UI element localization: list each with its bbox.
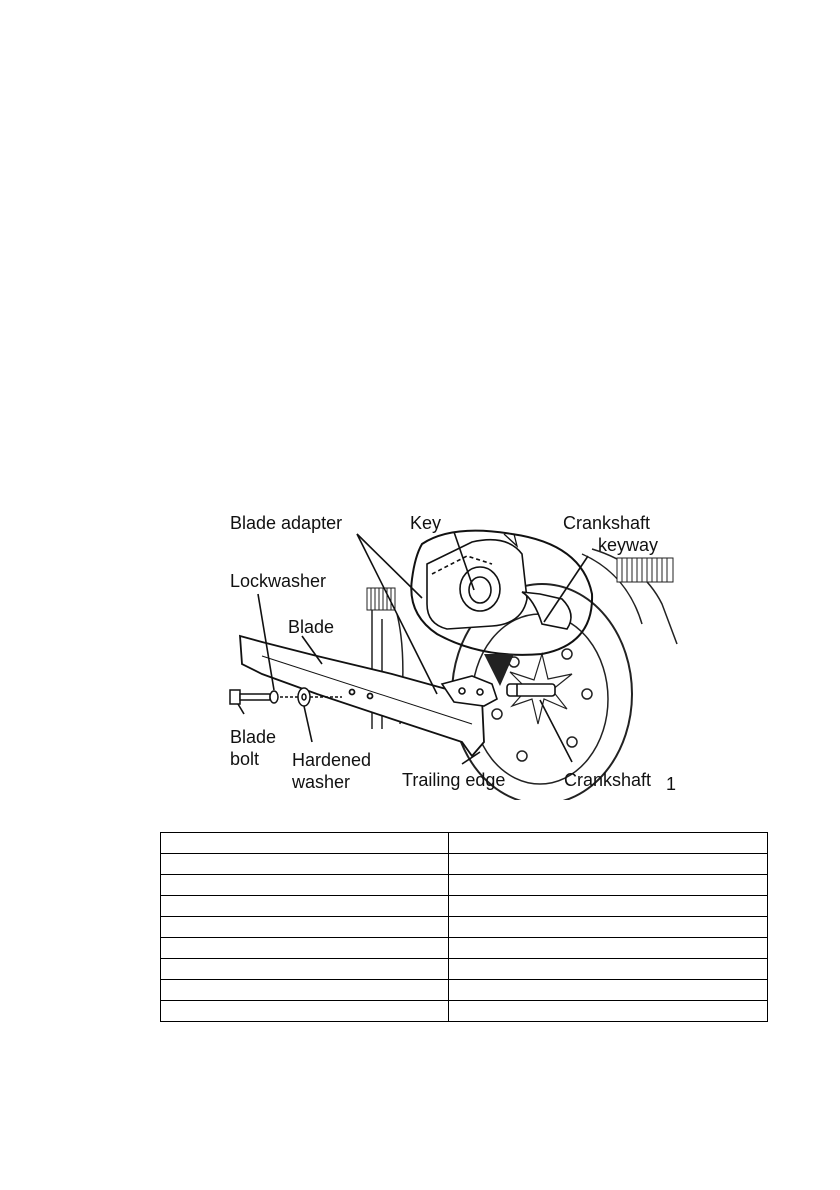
label-hardened-washer-line1: Hardened <box>292 750 372 770</box>
table-cell <box>161 959 449 980</box>
table-cell <box>449 896 768 917</box>
table-cell <box>161 938 449 959</box>
table-cell <box>449 1001 768 1022</box>
blade-assembly-diagram <box>222 494 682 800</box>
table-cell <box>449 938 768 959</box>
table-cell <box>161 917 449 938</box>
table-row <box>161 854 768 875</box>
label-key: Key <box>410 513 442 533</box>
blade-assembly-illustration <box>222 494 682 800</box>
table-cell <box>449 854 768 875</box>
specification-table <box>160 832 768 1022</box>
table-cell <box>161 980 449 1001</box>
label-blade-bolt-line1: Blade <box>230 727 277 747</box>
table-cell <box>161 833 449 854</box>
label-crankshaft-keyway-line2: keyway <box>598 535 659 555</box>
label-blade-adapter: Blade adapter <box>230 513 343 533</box>
table-row <box>161 833 768 854</box>
table-row <box>161 938 768 959</box>
label-trailing-edge: Trailing edge <box>402 770 506 790</box>
table-cell <box>449 980 768 1001</box>
crankshaft-part <box>507 684 555 696</box>
label-crankshaft: Crankshaft <box>564 770 652 790</box>
label-crankshaft-keyway-line1: Crankshaft <box>563 513 651 533</box>
table-cell <box>161 854 449 875</box>
label-hardened-washer-line2: washer <box>292 772 351 792</box>
label-figure-number: 1 <box>666 774 677 794</box>
shaft-wedge <box>484 654 514 686</box>
table-row <box>161 896 768 917</box>
table-cell <box>161 1001 449 1022</box>
table-cell <box>161 896 449 917</box>
table-row <box>161 980 768 1001</box>
table-row <box>161 959 768 980</box>
table-cell <box>449 959 768 980</box>
table-row <box>161 875 768 896</box>
table-cell <box>449 833 768 854</box>
specification-table-wrapper <box>160 832 766 1022</box>
table-cell <box>449 917 768 938</box>
label-lockwasher: Lockwasher <box>230 571 327 591</box>
label-blade: Blade <box>288 617 335 637</box>
table-cell <box>449 875 768 896</box>
table-cell <box>161 875 449 896</box>
table-row <box>161 1001 768 1022</box>
leader-lines <box>238 532 588 764</box>
table-row <box>161 917 768 938</box>
label-blade-bolt-line2: bolt <box>230 749 260 769</box>
